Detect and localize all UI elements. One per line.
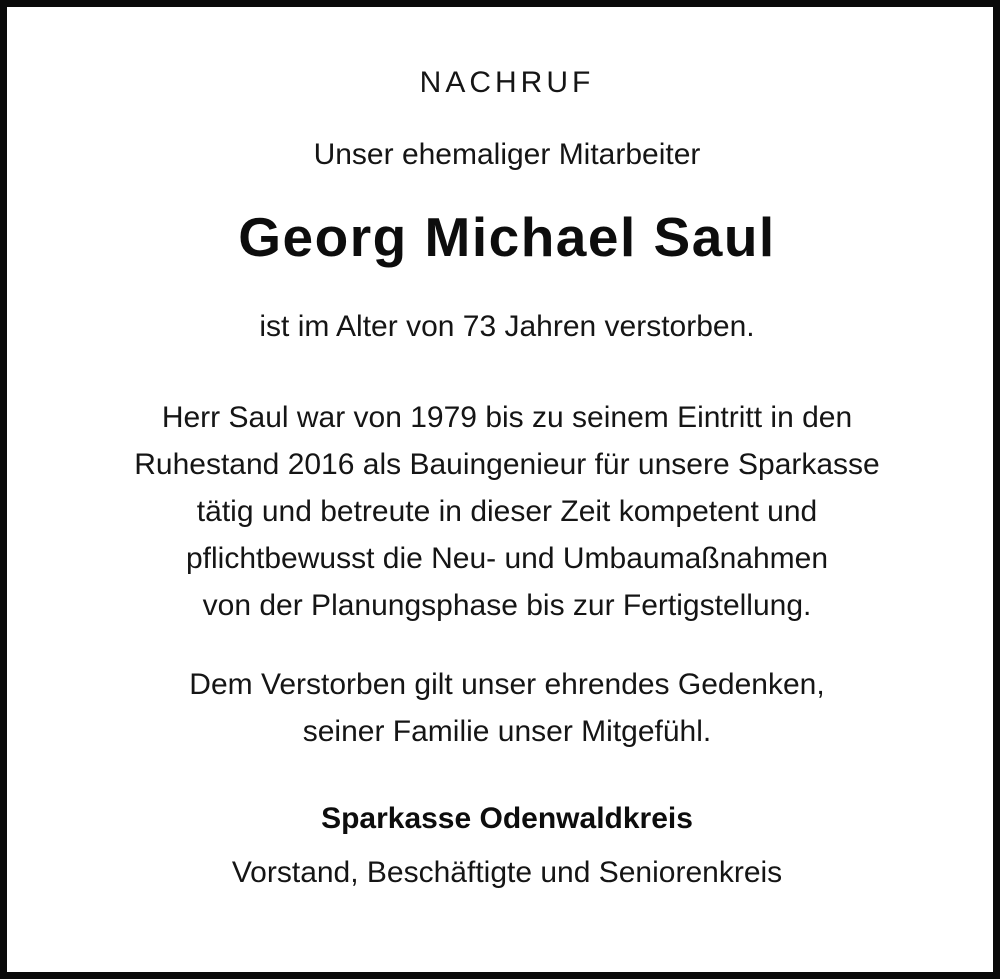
biography-line: Herr Saul war von 1979 bis zu seinem Eintritt in den [161, 401, 853, 434]
notice-heading: NACHRUF [419, 66, 595, 99]
condolence-paragraph [7, 661, 1000, 755]
biography-line: pflichtbewusst die Neu- und Umbaumaßnahmen [186, 542, 828, 575]
biography-paragraph [7, 394, 1000, 629]
age-statement: ist im Alter von 73 Jahren verstorben. [259, 310, 755, 343]
signer-groups: Vorstand, Beschäftigte und Seniorenkreis [231, 856, 783, 889]
biography-line: Ruhestand 2016 als Bauingenieur für unsere Sparkasse [134, 448, 880, 481]
biography-line: von der Planungsphase bis zur Fertigstellung. [202, 589, 812, 622]
condolence-line: Dem Verstorben gilt unser ehrendes Gedenken, [189, 668, 825, 701]
condolence-line: seiner Familie unser Mitgefühl. [302, 715, 712, 748]
deceased-name: Georg Michael Saul [238, 206, 776, 268]
signer-organization: Sparkasse Odenwaldkreis [321, 802, 693, 835]
biography-line: tätig und betreute in dieser Zeit kompetent und [196, 495, 818, 528]
intro-text: Unser ehemaliger Mitarbeiter [313, 138, 701, 171]
